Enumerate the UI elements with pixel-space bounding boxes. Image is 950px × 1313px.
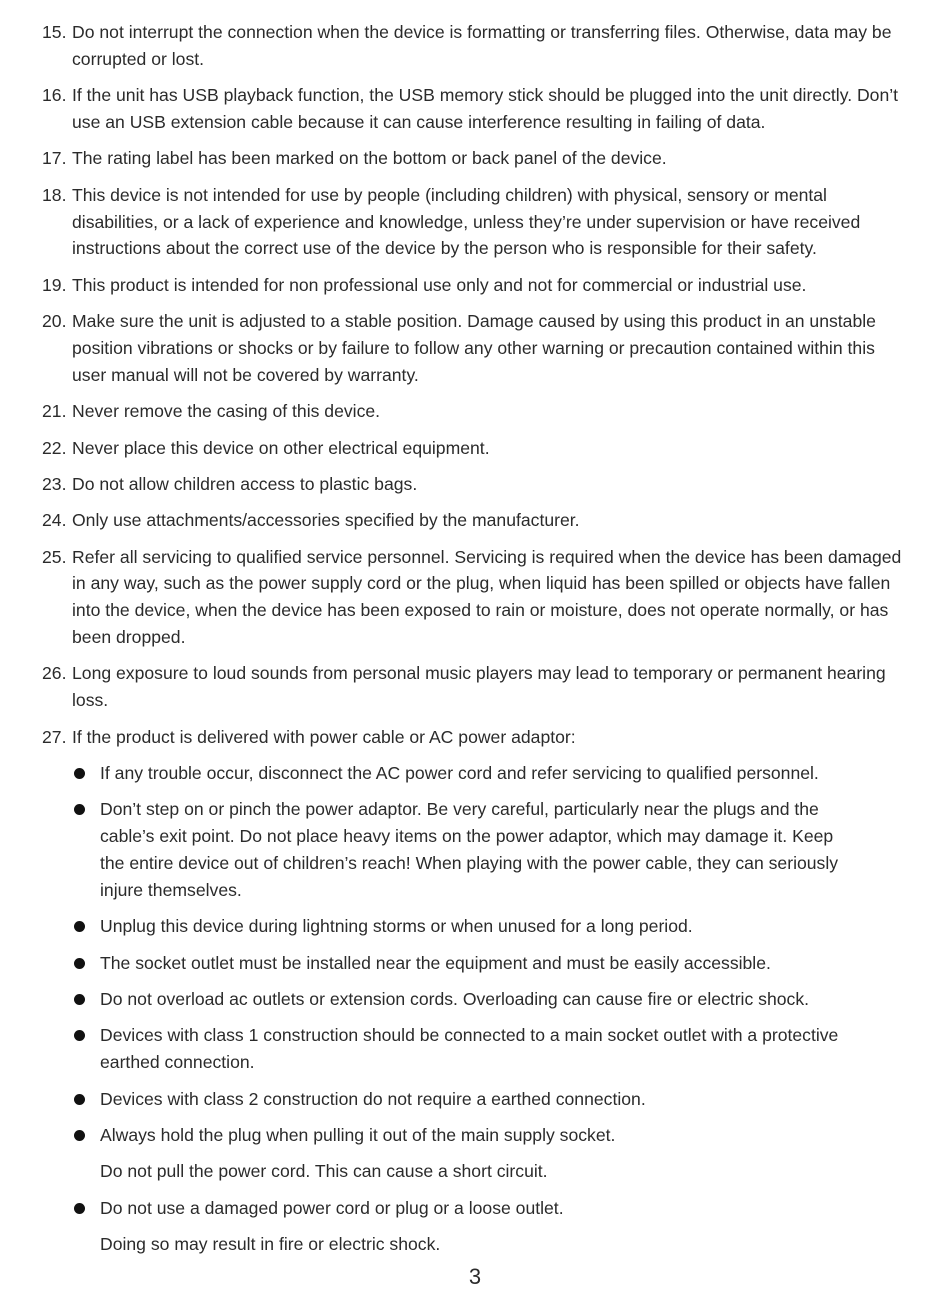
bullet-icon	[74, 921, 85, 932]
item-text: Make sure the unit is adjusted to a stable position. Damage caused by using this product in an unstable position vibrations or shocks or by failure to follow any other warning or precaution contained within this user manual will not be covered by warranty.	[72, 311, 876, 385]
item-text: Never place this device on other electrical equipment.	[72, 437, 490, 458]
bullet-icon	[74, 1130, 85, 1141]
page-number: 3	[468, 1264, 482, 1289]
bullet-item	[0, 986, 906, 1013]
power-adaptor-bullet-list	[0, 760, 906, 1258]
item-number: 26.	[42, 663, 67, 684]
item-text: Do not allow children access to plastic bags.	[72, 473, 418, 494]
bullet-text: If any trouble occur, disconnect the AC power cord and refer servicing to qualified personnel.	[100, 763, 819, 784]
list-item-20	[0, 308, 950, 388]
bullet-icon	[74, 958, 85, 969]
item-number: 17.	[42, 148, 67, 169]
bullet-note: Do not pull the power cord. This can cause a short circuit.	[100, 1161, 548, 1182]
list-item-19	[0, 272, 950, 299]
item-number: 27.	[42, 726, 67, 747]
item-number: 19.	[42, 274, 67, 295]
bullet-icon	[74, 1203, 85, 1214]
bullet-item	[0, 1086, 906, 1113]
item-number: 18.	[42, 184, 67, 205]
item-number: 22.	[42, 437, 67, 458]
bullet-icon	[74, 804, 85, 815]
item-text: Do not interrupt the connection when the device is formatting or transferring files. Otherwise, data may be corrupted or lost.	[72, 22, 892, 69]
item-text: If the product is delivered with power cable or AC power adaptor:	[72, 726, 576, 747]
item-text: Long exposure to loud sounds from personal music players may lead to temporary or permanent hearing loss.	[72, 663, 886, 711]
list-item-27	[0, 724, 950, 1258]
bullet-item	[0, 913, 906, 940]
item-text: This device is not intended for use by people (including children) with physical, sensory or mental disabilities, or a lack of experience and knowledge, unless they’re under supervision or have received instructions about the correct use of the device by the person who is responsible for their safety.	[72, 184, 861, 259]
item-text: Only use attachments/accessories specified by the manufacturer.	[72, 510, 580, 531]
list-item-24	[0, 507, 950, 534]
list-item-15	[0, 19, 950, 73]
item-number: 15.	[42, 22, 67, 42]
bullet-text: Do not use a damaged power cord or plug or a loose outlet.	[100, 1197, 564, 1218]
bullet-text: Unplug this device during lightning storms or when unused for a long period.	[100, 916, 693, 937]
item-number: 23.	[42, 473, 67, 494]
list-item-23	[0, 471, 950, 498]
bullet-icon	[74, 994, 85, 1005]
list-item-25	[0, 544, 950, 651]
list-item-22	[0, 435, 950, 462]
bullet-item	[0, 950, 906, 977]
bullet-text: Do not overload ac outlets or extension cords. Overloading can cause fire or electric shock.	[100, 989, 809, 1009]
bullet-icon	[74, 768, 85, 779]
list-item-16	[0, 82, 950, 136]
item-number: 21.	[42, 401, 67, 422]
item-text: If the unit has USB playback function, the USB memory stick should be plugged into the unit directly. Don’t use an USB extension cable because it can cause interference resulting in failing of data.	[72, 85, 899, 132]
bullet-item	[0, 1022, 906, 1076]
item-number: 24.	[42, 510, 67, 531]
item-text: The rating label has been marked on the bottom or back panel of the device.	[72, 148, 667, 169]
list-item-17	[0, 145, 950, 172]
bullet-icon	[74, 1030, 85, 1041]
bullet-icon	[74, 1094, 85, 1105]
item-text: Never remove the casing of this device.	[72, 401, 381, 422]
list-item-21	[0, 398, 950, 425]
item-number: 16.	[42, 85, 67, 106]
bullet-text: Devices with class 2 construction do not require a earthed connection.	[100, 1088, 646, 1109]
bullet-item	[0, 796, 906, 903]
bullet-text: Devices with class 1 construction should be connected to a main socket outlet with a protective earthed connection.	[100, 1025, 839, 1073]
item-number: 20.	[42, 311, 67, 332]
manual-page	[0, 19, 950, 1268]
bullet-item	[0, 1122, 906, 1185]
list-item-18	[0, 182, 950, 262]
list-item-26	[0, 660, 950, 714]
item-number: 25.	[42, 546, 67, 567]
safety-instructions-list	[0, 19, 950, 1258]
bullet-text: The socket outlet must be installed near the equipment and must be easily accessible.	[100, 952, 771, 973]
bullet-note: Doing so may result in fire or electric shock.	[100, 1234, 441, 1255]
bullet-text: Always hold the plug when pulling it out of the main supply socket.	[100, 1124, 616, 1145]
bullet-text: Don’t step on or pinch the power adaptor. Be very careful, particularly near the plugs and the cable’s exit point. Do not place heavy items on the power adaptor, which may damage it. Keep the entire device out of children’s reach! When playing with the power cable, they can seriously injure themselves.	[100, 799, 839, 900]
bullet-item	[0, 1195, 906, 1258]
bullet-item	[0, 760, 906, 787]
item-text: This product is intended for non professional use only and not for commercial or industrial use.	[72, 274, 807, 295]
item-text: Refer all servicing to qualified service personnel. Servicing is required when the device has been damaged in any way, such as the power supply cord or the plug, when liquid has been spilled or objects have fallen into the device, when the device has been exposed to rain or moisture, does not operate normally, or has been dropped.	[72, 546, 902, 648]
